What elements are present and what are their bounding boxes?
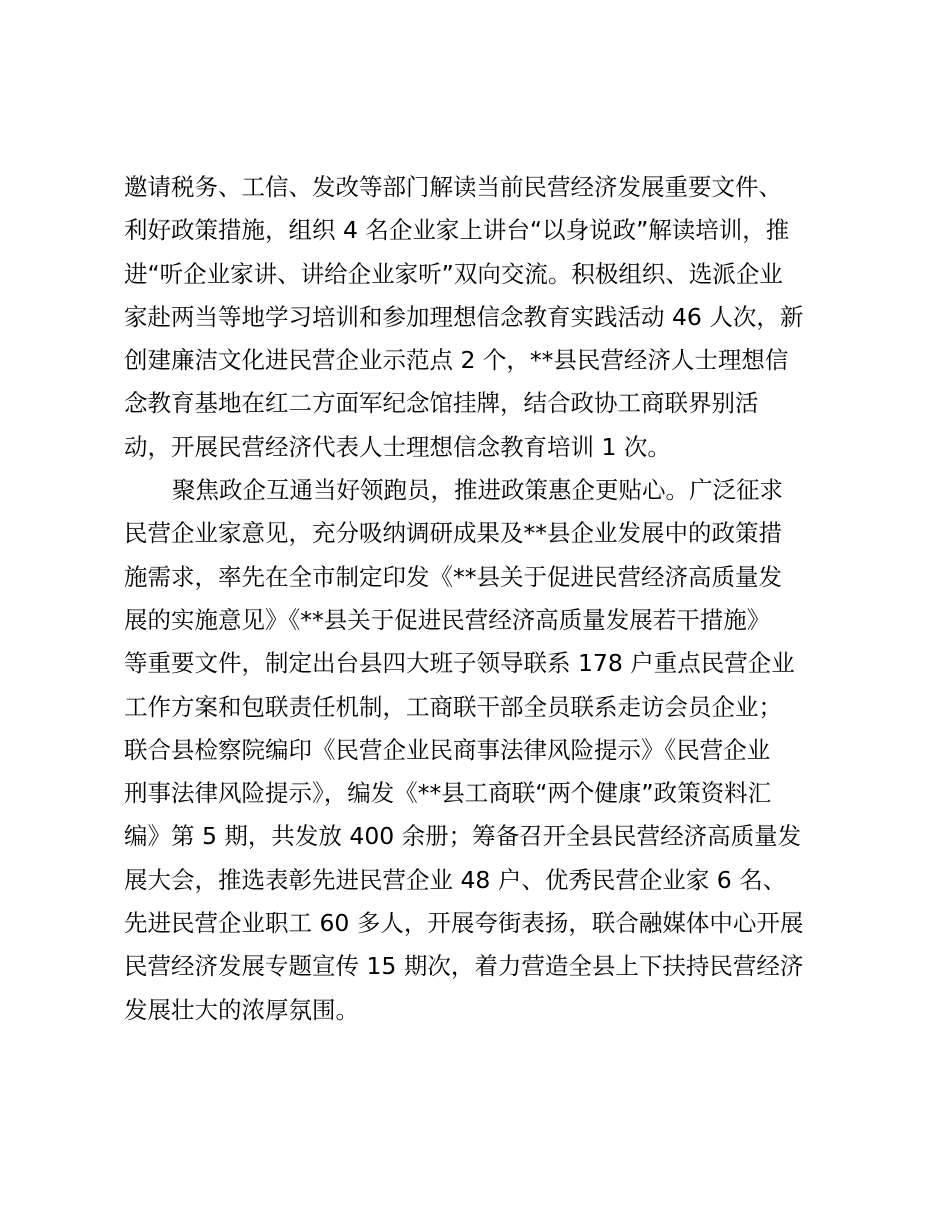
paragraph-line: 展大会，推选表彰先进民营企业 48 户、优秀民营企业家 6 名、 — [124, 865, 787, 894]
paragraph-2 — [124, 469, 844, 1118]
paragraph-line: 民营企业家意见，充分吸纳调研成果及**县企业发展中的政策措 — [124, 519, 782, 548]
paragraph-line: 等重要文件，制定出台县四大班子领导联系 178 户重点民营企业 — [124, 649, 795, 678]
paragraph-line: 利好政策措施，组织 4 名企业家上讲台“以身说政”解读培训，推 — [124, 216, 790, 245]
paragraph-line: 创建廉洁文化进民营企业示范点 2 个，**县民营经济人士理想信 — [124, 346, 789, 375]
paragraph-line: 联合县检察院编印《民营企业民商事法律风险提示》《民营企业 — [124, 735, 771, 764]
paragraph-line — [124, 1032, 844, 1075]
body-text — [124, 166, 844, 1119]
paragraph-line: 施需求，率先在全市制定印发《**县关于促进民营经济高质量发 — [124, 562, 782, 591]
paragraph-line: 动，开展民营经济代表人士理想信念教育培训 1 次。 — [124, 432, 671, 461]
paragraph-line: 先进民营企业职工 60 多人，开展夸街表扬，联合融媒体中心开展 — [124, 909, 804, 938]
paragraph-line: 念教育基地在红二方面军纪念馆挂牌，结合政协工商联界别活 — [124, 389, 759, 418]
paragraph-line: 家赴两当等地学习培训和参加理想信念教育实践活动 46 人次，新 — [124, 302, 804, 331]
paragraph-line: 进“听企业家讲、讲给企业家听”双向交流。积极组织、选派企业 — [124, 259, 783, 288]
paragraph-line — [124, 1075, 844, 1118]
paragraph-1 — [124, 166, 844, 469]
paragraph-first-line: 聚焦政企互通当好领跑员，推进政策惠企更贴心。广泛征求 — [172, 476, 783, 505]
paragraph-line: 民营经济发展专题宣传 15 期次，着力营造全县上下扶持民营经济 — [124, 952, 804, 981]
paragraph-line: 邀请税务、工信、发改等部门解读当前民营经济发展重要文件、 — [124, 173, 782, 201]
paragraph-line: 编》第 5 期，共发放 400 余册；筹备召开全县民营经济高质量发 — [124, 822, 802, 851]
paragraph-line: 工作方案和包联责任机制，工商联干部全员联系走访会员企业； — [124, 692, 782, 721]
paragraph-line: 发展壮大的浓厚氛围。 — [124, 995, 359, 1024]
paragraph-line: 展的实施意见》《**县关于促进民营经济高质量发展若干措施》 — [124, 605, 771, 634]
paragraph-line: 刑事法律风险提示》，编发《**县工商联“两个健康”政策资料汇 — [124, 779, 772, 808]
